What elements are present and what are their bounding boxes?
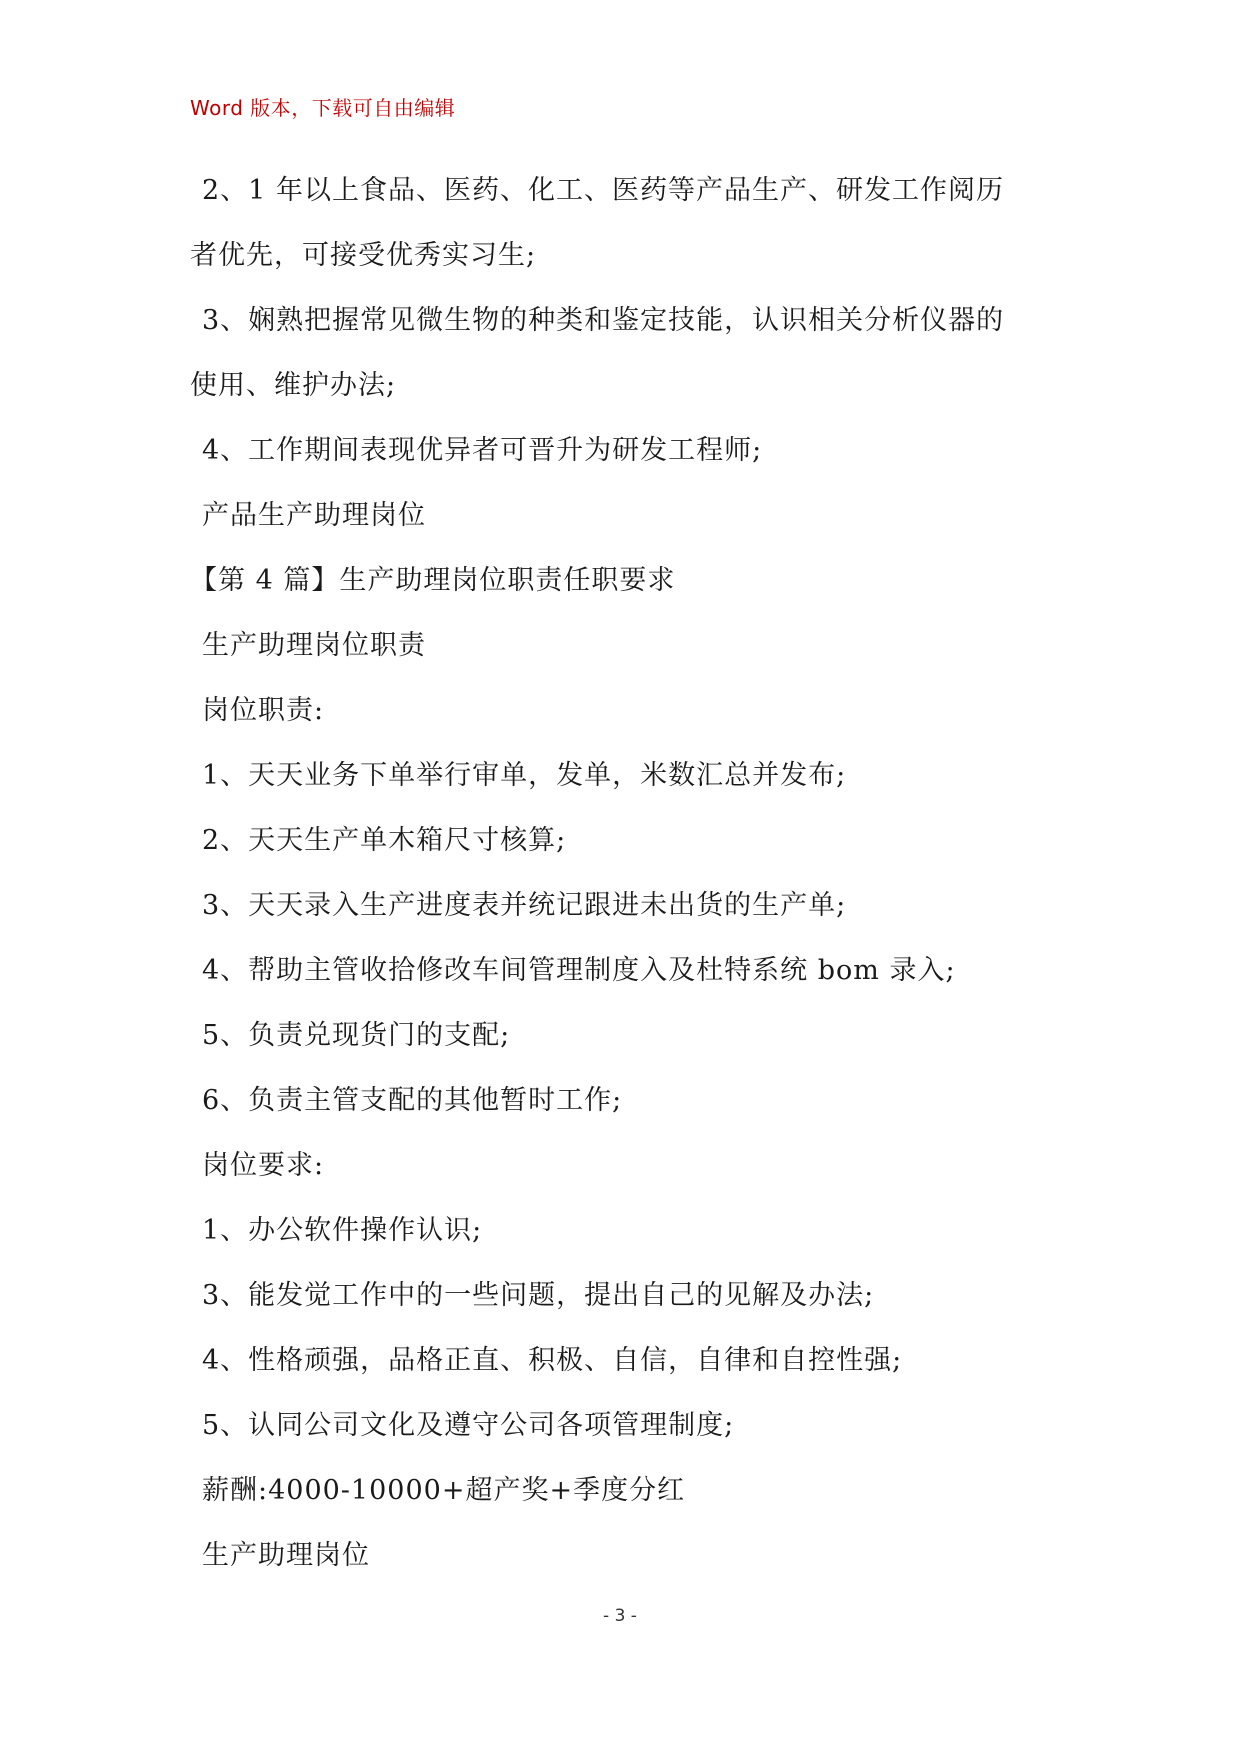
list-item: 1、天天业务下单举行审单，发单，米数汇总并发布;: [202, 760, 847, 791]
document-body: [190, 158, 1070, 1588]
text-line: 3、娴熟把握常见微生物的种类和鉴定技能，认识相关分析仪器的: [202, 305, 1005, 336]
list-item: 3、能发觉工作中的一些问题，提出自己的见解及办法;: [202, 1280, 875, 1311]
section-heading: 生产助理岗位: [202, 1540, 370, 1571]
text-line: 4、工作期间表现优异者可晋升为研发工程师;: [202, 435, 763, 466]
list-item: 6、负责主管支配的其他暂时工作;: [202, 1085, 623, 1116]
chapter-title: 【第 4 篇】生产助理岗位职责任职要求: [190, 565, 676, 596]
list-item: 5、认同公司文化及遵守公司各项管理制度;: [202, 1410, 735, 1441]
section-heading: 生产助理岗位职责: [202, 630, 426, 661]
list-item: 3、天天录入生产进度表并统记跟进未出货的生产单;: [202, 890, 847, 921]
section-heading: 岗位要求:: [202, 1150, 325, 1181]
text-line: 者优先，可接受优秀实习生;: [190, 240, 537, 271]
list-item: 4、性格顽强，品格正直、积极、自信，自律和自控性强;: [202, 1345, 903, 1376]
document-header: Word 版本，下载可自由编辑: [190, 96, 456, 120]
list-item: 5、负责兑现货门的支配;: [202, 1020, 511, 1051]
section-heading: 产品生产助理岗位: [202, 500, 426, 531]
page-number: - 3 -: [603, 1606, 637, 1626]
text-line: 使用、维护办法;: [190, 370, 397, 401]
text-line: 2、1 年以上食品、医药、化工、医药等产品生产、研发工作阅历: [202, 175, 1004, 206]
list-item: 4、帮助主管收拾修改车间管理制度入及杜特系统 bom 录入;: [202, 955, 956, 986]
salary-line: 薪酬:4000-10000+超产奖+季度分红: [202, 1475, 686, 1506]
list-item: 2、天天生产单木箱尺寸核算;: [202, 825, 567, 856]
section-heading: 岗位职责:: [202, 695, 325, 726]
list-item: 1、办公软件操作认识;: [202, 1215, 483, 1246]
